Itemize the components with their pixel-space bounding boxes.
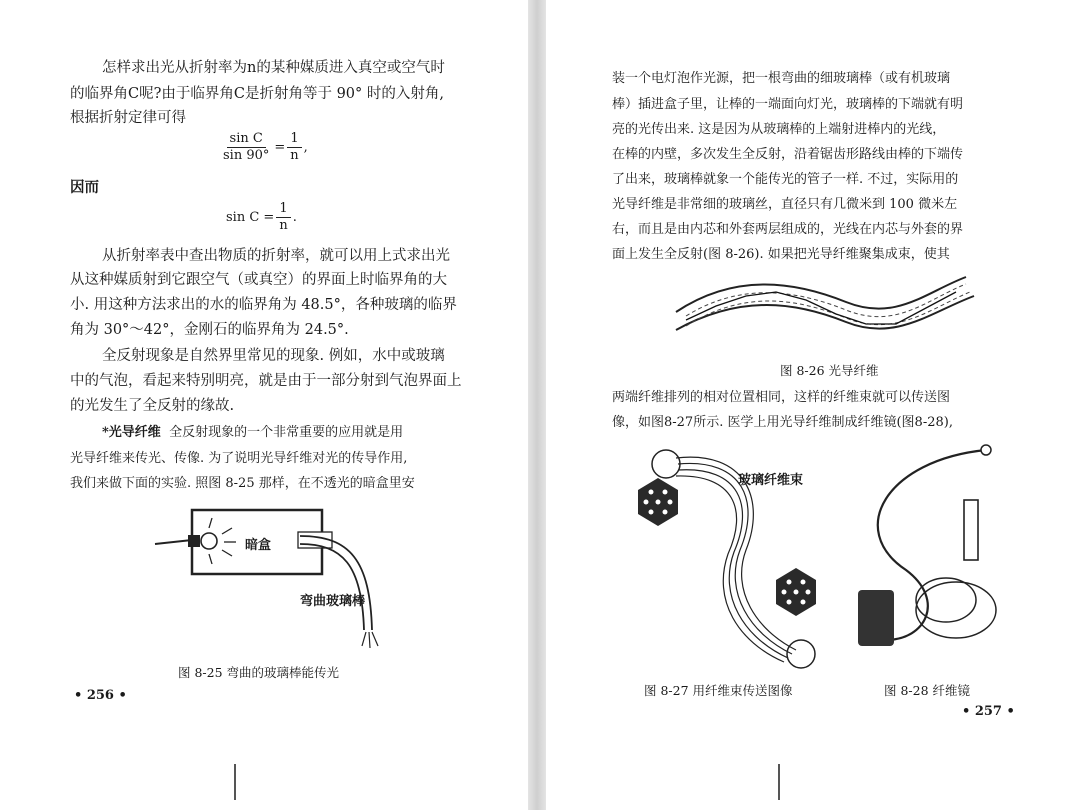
fiberscope-handle <box>858 590 894 646</box>
text-line: 的临界角C呢?由于临界角C是折射角等于 90° 时的入射角, <box>70 86 444 102</box>
text-line: 小. 用这种方法求出的水的临界角为 48.5°，各种玻璃的临界 <box>70 297 457 313</box>
figure-8-25 <box>0 500 528 660</box>
formula-den: sin 90° <box>223 148 270 163</box>
formula-rnum: 1 <box>276 201 290 218</box>
fiber-outer-bottom <box>676 296 974 330</box>
text-line: 从折射率表中查出物质的折射率，就可以用上式求出光 <box>102 248 450 264</box>
text-line: 我们来做下面的实验. 照图 8-25 那样，在不透光的暗盒里安 <box>70 476 415 491</box>
label-curved-rod: 弯曲玻璃棒 <box>300 594 366 609</box>
text-line: 的光发生了全反射的缘故. <box>70 398 235 414</box>
text-line: 全反射现象是自然界里常见的现象. 例如，水中或玻璃 <box>102 348 445 364</box>
page-number: • 257 • <box>962 704 1015 719</box>
section-title-optical-fiber: *光导纤维 <box>102 425 161 440</box>
formula-rden: n <box>290 148 299 163</box>
text-line: 中的气泡，看起来特别明亮，就是由于一部分射到气泡界面上 <box>70 373 462 389</box>
formula-tail: , <box>303 140 308 155</box>
text-yiner: 因而 <box>70 179 99 196</box>
caption-fig-8-28: 图 8-28 纤维镜 <box>884 683 971 698</box>
text-line: 棒）插进盒子里，让棒的一端面向灯光，玻璃棒的下端就有明 <box>612 97 964 112</box>
fiberscope-coil <box>916 578 976 622</box>
light-rays <box>209 518 236 564</box>
text-line: 从这种媒质射到它跟空气（或真空）的界面上时临界角的大 <box>70 272 447 288</box>
caption-fig-8-25: 图 8-25 弯曲的玻璃棒能传光 <box>178 665 340 680</box>
bulb-icon <box>201 533 217 549</box>
fiberscope-connector <box>981 445 991 455</box>
text-line: 了出来，玻璃棒就象一个能传光的管子一样. 不过，实际用的 <box>612 172 959 187</box>
label-dark-box: 暗盒 <box>245 538 272 553</box>
text-line: 光导纤维是非常细的玻璃丝，直径只有几微米到 100 微米左 <box>612 197 958 212</box>
text-line: 面上发生全反射(图 8-26). 如果把光导纤维聚集成束，使其 <box>612 247 950 262</box>
formula-critical-angle <box>226 201 297 234</box>
text-line: 光导纤维来传光、传像. 为了说明光导纤维对光的传导作用, <box>70 451 408 466</box>
text-line <box>102 421 403 440</box>
bundle-end-top <box>652 450 680 478</box>
left-page <box>0 0 528 810</box>
figure-8-27 <box>546 440 1080 680</box>
output-rays <box>362 632 378 648</box>
formula-lhs: sin C = <box>226 210 275 225</box>
formula-tail: . <box>292 210 297 225</box>
bulb-socket <box>188 535 200 547</box>
text-line: 两端纤维排列的相对位置相同，这样的纤维束就可以传送图 <box>612 390 951 405</box>
formula-rden: n <box>279 218 288 233</box>
text-span: 全反射现象的一个非常重要的应用就是用 <box>169 425 404 440</box>
caption-fig-8-26: 图 8-26 光导纤维 <box>780 363 879 378</box>
text-line: 亮的光传出来. 这是因为从玻璃棒的上端射进棒内的光线， <box>612 122 946 137</box>
wire <box>155 540 192 544</box>
formula-num: sin C <box>227 131 266 148</box>
right-page <box>546 0 1080 810</box>
label-fiber-bundle: 玻璃纤维束 <box>738 473 804 488</box>
fiberscope-eyepiece <box>964 500 978 560</box>
caption-fig-8-27: 图 8-27 用纤维束传送图像 <box>644 683 793 698</box>
book-gutter <box>528 0 546 810</box>
text-line: 像，如图8-27所示. 医学上用光导纤维制成纤维镜(图8-28), <box>612 415 953 430</box>
text-line: 角为 30°～42°，金刚石的临界角为 24.5°. <box>70 322 349 338</box>
formula-eq: = <box>274 140 286 155</box>
figure-8-26 <box>546 272 1080 352</box>
formula-snell <box>218 131 308 164</box>
formula-rnum: 1 <box>287 131 301 148</box>
text-line: 右，而且是由内芯和外套两层组成的，光线在内芯与外套的界 <box>612 222 964 237</box>
text-line: 怎样求出光从折射率为n的某种媒质进入真空或空气时 <box>102 60 445 76</box>
page-number: • 256 • <box>74 688 127 703</box>
glass-rod <box>300 536 372 630</box>
scan-mark <box>778 764 780 800</box>
text-line: 根据折射定律可得 <box>70 110 186 126</box>
text-line: 装一个电灯泡作光源，把一根弯曲的细玻璃棒（或有机玻璃 <box>612 71 951 86</box>
text-line: 在棒的内壁，多次发生全反射，沿着锯齿形路线由棒的下端传 <box>612 147 964 162</box>
scan-mark <box>234 764 236 800</box>
